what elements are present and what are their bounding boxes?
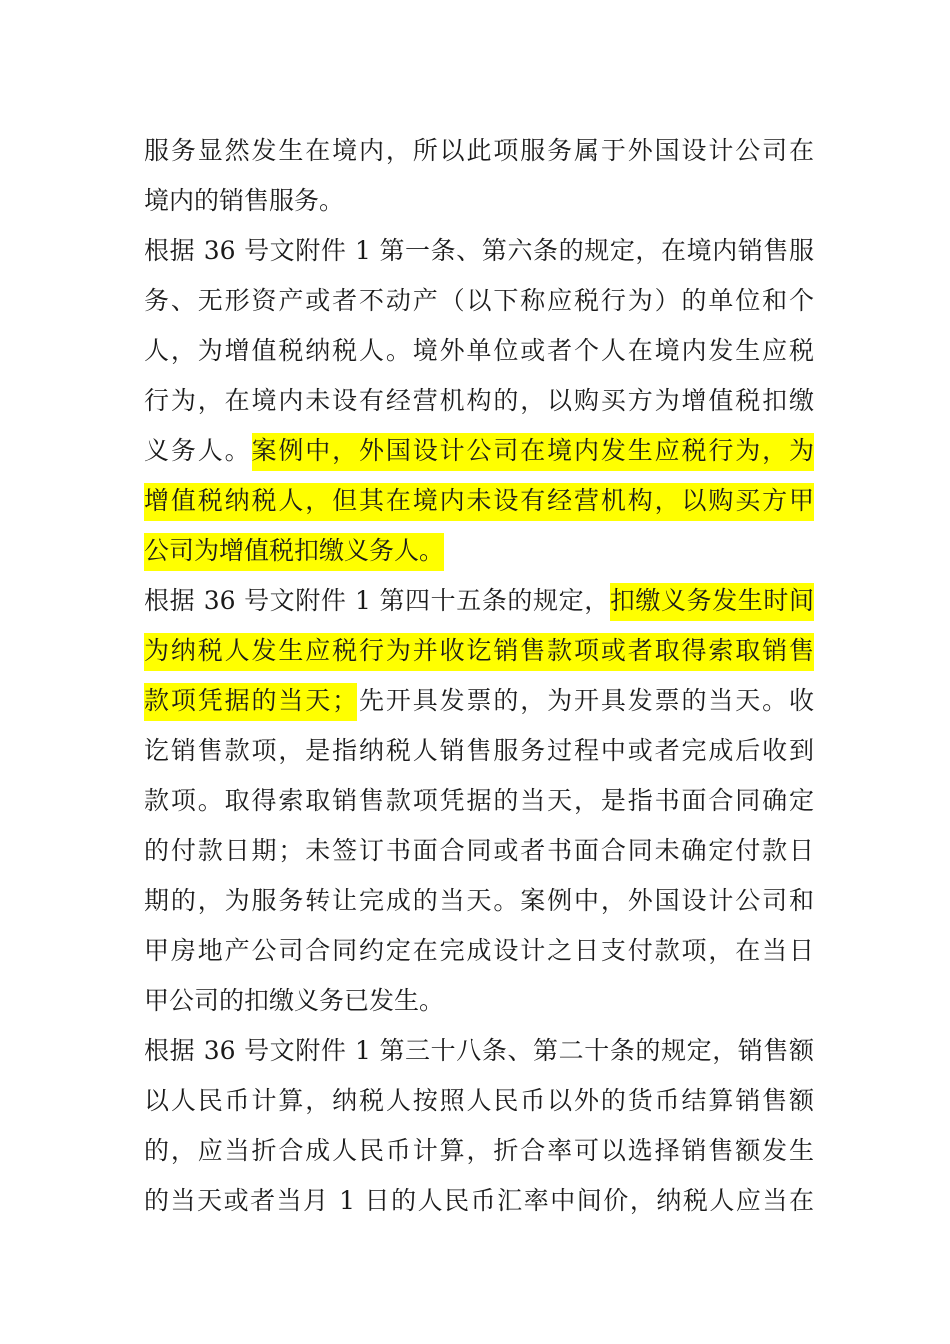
body-text: 以人民币计算，纳税人按照人民币以外的货币结算销售额 <box>144 1086 814 1115</box>
body-text: 根据 36 号文附件 1 第四十五条的规定， <box>144 586 610 615</box>
text-line <box>144 726 814 776</box>
text-line <box>144 526 814 576</box>
document-body <box>144 126 814 1226</box>
text-line <box>144 176 814 226</box>
body-text: 款项。取得索取销售款项凭据的当天，是指书面合同确定 <box>144 786 814 815</box>
body-text: 义务人。 <box>144 436 252 465</box>
text-line <box>144 826 814 876</box>
highlighted-text: 增值税纳税人，但其在境内未设有经营机构，以购买方甲 <box>144 483 814 521</box>
text-line <box>144 976 814 1026</box>
text-line <box>144 926 814 976</box>
text-line <box>144 626 814 676</box>
text-line <box>144 276 814 326</box>
body-text: 服务显然发生在境内，所以此项服务属于外国设计公司在 <box>144 136 814 165</box>
body-text: 根据 36 号文附件 1 第三十八条、第二十条的规定，销售额 <box>144 1036 814 1065</box>
text-line <box>144 776 814 826</box>
highlighted-text: 案例中，外国设计公司在境内发生应税行为，为 <box>252 433 814 471</box>
text-line <box>144 126 814 176</box>
body-text: 人，为增值税纳税人。境外单位或者个人在境内发生应税 <box>144 336 814 365</box>
highlighted-text: 款项凭据的当天； <box>144 683 357 721</box>
highlighted-text: 公司为增值税扣缴义务人。 <box>144 533 444 571</box>
text-line <box>144 576 814 626</box>
text-line <box>144 476 814 526</box>
text-line <box>144 1126 814 1176</box>
body-text: 行为，在境内未设有经营机构的，以购买方为增值税扣缴 <box>144 386 814 415</box>
body-text: 根据 36 号文附件 1 第一条、第六条的规定，在境内销售服 <box>144 236 814 265</box>
text-line <box>144 1026 814 1076</box>
text-line <box>144 376 814 426</box>
body-text: 甲房地产公司合同约定在完成设计之日支付款项，在当日 <box>144 936 814 965</box>
body-text: 务、无形资产或者不动产（以下称应税行为）的单位和个 <box>144 286 814 315</box>
text-line <box>144 876 814 926</box>
highlighted-text: 扣缴义务发生时间 <box>610 583 814 621</box>
body-text: 的，应当折合成人民币计算，折合率可以选择销售额发生 <box>144 1136 814 1165</box>
text-line <box>144 676 814 726</box>
body-text: 先开具发票的，为开具发票的当天。收 <box>357 686 814 715</box>
body-text: 的当天或者当月 1 日的人民币汇率中间价，纳税人应当在 <box>144 1186 814 1215</box>
body-text: 甲公司的扣缴义务已发生。 <box>144 986 445 1015</box>
body-text: 讫销售款项，是指纳税人销售服务过程中或者完成后收到 <box>144 736 814 765</box>
text-line <box>144 426 814 476</box>
body-text: 的付款日期；未签订书面合同或者书面合同未确定付款日 <box>144 836 814 865</box>
text-line <box>144 326 814 376</box>
text-line <box>144 1176 814 1226</box>
body-text: 境内的销售服务。 <box>144 186 345 215</box>
body-text: 期的，为服务转让完成的当天。案例中，外国设计公司和 <box>144 886 814 915</box>
text-line <box>144 226 814 276</box>
text-line <box>144 1076 814 1126</box>
highlighted-text: 为纳税人发生应税行为并收讫销售款项或者取得索取销售 <box>144 633 814 671</box>
